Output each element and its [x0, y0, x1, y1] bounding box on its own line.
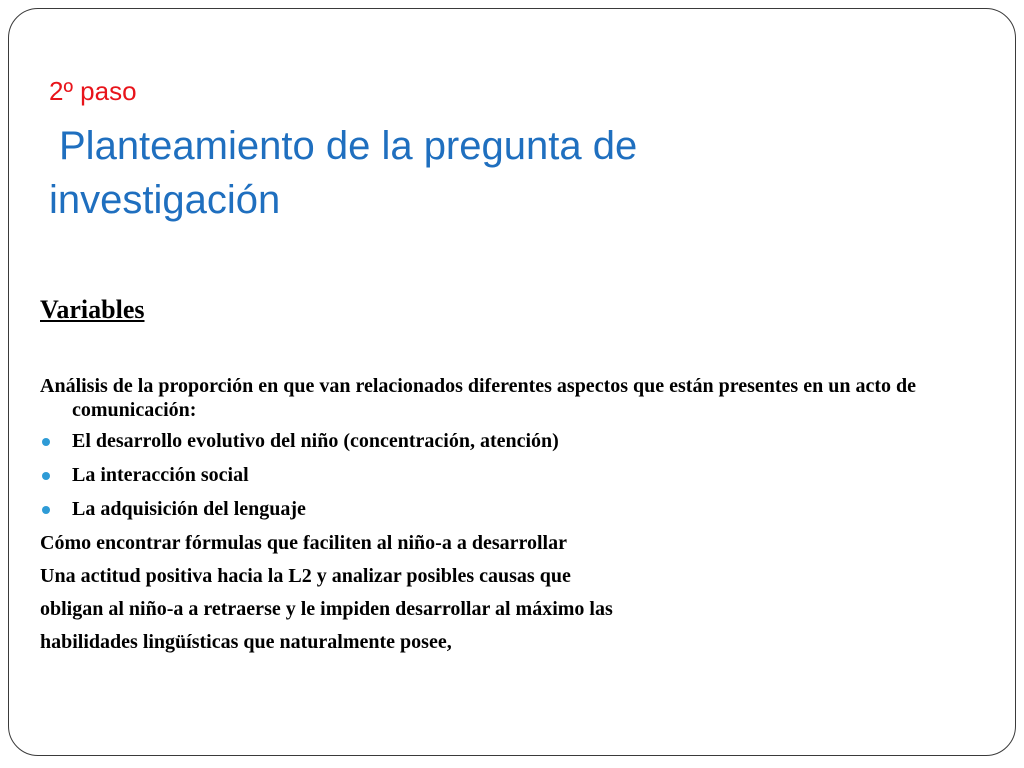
slide-frame: [8, 8, 1016, 756]
slide-title: [49, 119, 949, 227]
intro-paragraph: Análisis de la proporción en que van relacionados diferentes aspectos que están presentes en un acto de comunicación:: [40, 375, 916, 421]
bullet-icon: [42, 438, 50, 446]
slide-body: [40, 374, 990, 663]
step-label: 2º paso: [49, 76, 137, 106]
title-line-1: Planteamiento de la pregunta de: [59, 124, 638, 168]
list-item: [40, 463, 990, 487]
closing-line: obligan al niño-a a retraerse y le impiden desarrollar al máximo las: [40, 598, 613, 620]
section-heading: Variables: [40, 295, 145, 324]
closing-line: Cómo encontrar fórmulas que faciliten al niño-a a desarrollar: [40, 532, 567, 554]
list-item-text: La adquisición del lenguaje: [72, 498, 306, 520]
bullet-icon: [42, 506, 50, 514]
list-item: [40, 429, 990, 453]
bullet-list: [40, 429, 990, 521]
list-item-text: El desarrollo evolutivo del niño (concentración, atención): [72, 430, 559, 452]
title-line-2: investigación: [49, 178, 281, 222]
list-item: [40, 497, 990, 521]
list-item-text: La interacción social: [72, 464, 249, 486]
closing-line: habilidades lingüísticas que naturalmente posee,: [40, 631, 452, 653]
bullet-icon: [42, 472, 50, 480]
closing-line: Una actitud positiva hacia la L2 y analizar posibles causas que: [40, 565, 571, 587]
